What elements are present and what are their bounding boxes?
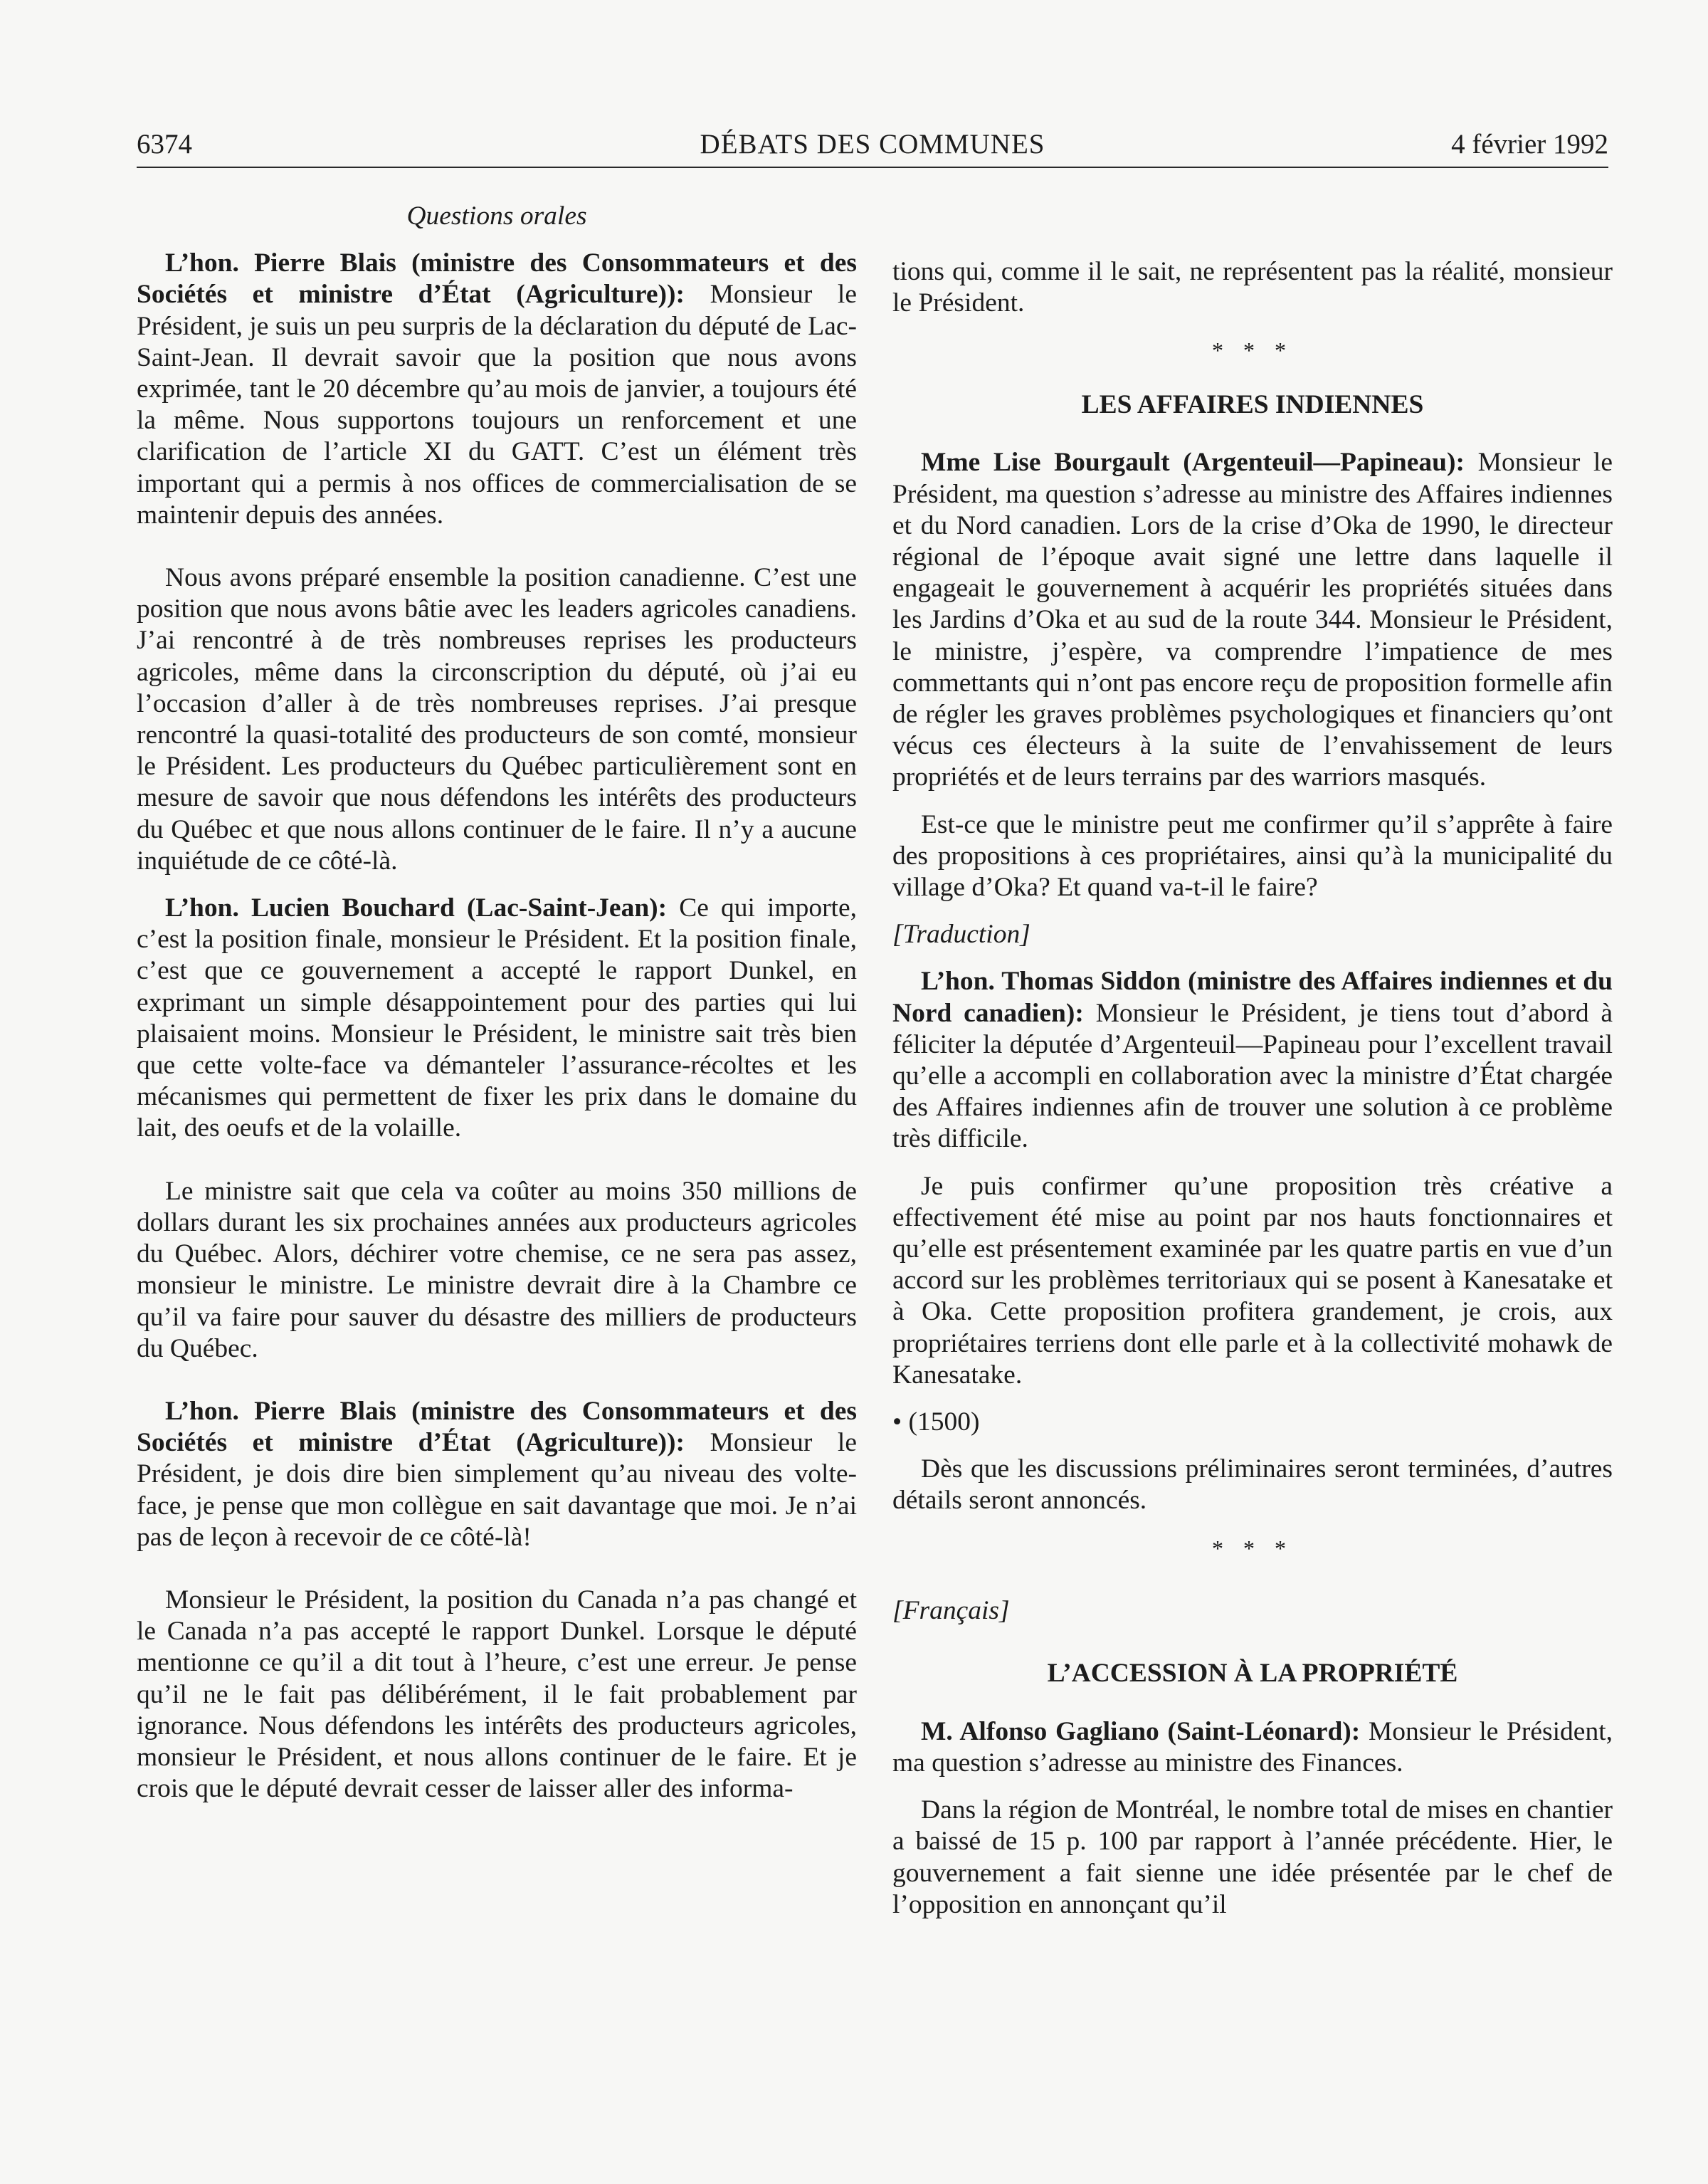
speech-text: Monsieur le Président, je suis un peu surpris de la déclaration du député de Lac-Saint-Jean. Il devrait savoir que la position que nous avons exprimée, tant le 20 décembre qu’au mois de janvier, a toujours été la même. Nous supportons toujours un renforcement et une clarification de l’article XI du GATT. C’est un élément très important qui a permis à nos offices de commercialisation de se maintenir depuis des années.: [137, 280, 857, 530]
paragraph-continuation: tions qui, comme il le sait, ne représentent pas la réalité, monsieur le Président.: [892, 257, 1613, 318]
paragraph: [892, 966, 1613, 1155]
section-heading: L’ACCESSION À LA PROPRIÉTÉ: [1047, 1659, 1458, 1689]
paragraph: Je puis confirmer qu’une proposition très créative a effectivement été mise au point par nos hauts fonctionnaires et qu’elle est présentement examinée par les quatre partis en vue d’un accord sur les problèmes territoriaux qui se posent à Kanesatake et à Oka. Cette proposition profitera grandement, je crois, aux propriétaires terriens dont elle parle et à la collectivité mohawk de Kanesatake.: [892, 1171, 1613, 1390]
paragraph: Dès que les discussions préliminaires seront terminées, d’autres détails seront annoncés.: [892, 1454, 1613, 1516]
right-column: [892, 256, 1613, 1921]
section-separator: * * *: [1212, 1535, 1293, 1561]
paragraph: [137, 1396, 857, 1553]
section-label: Questions orales: [406, 201, 587, 231]
speech-text: Monsieur le Président, je tiens tout d’abord à féliciter la députée d’Argenteuil—Papineau pour l’excellent travail qu’elle a accompli en collaboration avec la ministre d’État chargée des Affaires indiennes afin de trouver une solution à ce problème très difficile.: [892, 998, 1613, 1154]
paragraph: Dans la région de Montréal, le nombre total de mises en chantier a baissé de 15 p. 100 par rapport à l’année précédente. Hier, le gouvernement a fait sienne une idée présentée par le chef de l’opposition en annonçant qu’il: [892, 1795, 1613, 1919]
paragraph: [137, 893, 857, 1145]
paragraph: Nous avons préparé ensemble la position canadienne. C’est une position que nous avons bâtie avec les leaders agricoles canadiens. J’ai rencontré à de très nombreuses reprises les producteurs agricoles, même dans la circonscription du député, où j’ai eu l’occasion d’aller à de très nombreuses reprises. J’ai presque rencontré la quasi-totalité des producteurs de son comté, monsieur le Président. Les producteurs du Québec particulièrement sont en mesure de savoir que nous défendons les intérêts des producteurs du Québec et que nous allons continuer de le faire. Il n’y a aucune inquiétude de ce côté-là.: [137, 563, 857, 876]
paragraph: Est-ce que le ministre peut me confirmer qu’il s’apprête à faire des propositions à ces propriétaires, ainsi qu’à la municipalité du village d’Oka? Et quand va-t-il le faire?: [892, 809, 1613, 902]
paragraph: Monsieur le Président, la position du Canada n’a pas changé et le Canada n’a pas accepté le rapport Dunkel. Lorsque le député mentionne ce qu’il a dit tout à l’heure, c’est une erreur. Je pense qu’il ne le fait pas délibérément, il le fait probablement par ignorance. Nous défendons les intérêts des producteurs agricoles, monsieur le Président, et nous allons continuer de le faire. Et je crois que le député devrait cesser de laisser aller des informa-: [137, 1585, 857, 1804]
speaker-name: Mme Lise Bourgault (Argenteuil—Papineau):: [921, 448, 1465, 478]
paragraph: [892, 1716, 1613, 1779]
speech-text: Monsieur le Président, ma question s’adresse au ministre des Finances.: [892, 1716, 1613, 1778]
language-tag: [Français]: [892, 1595, 1010, 1625]
section-separator: * * *: [1212, 337, 1293, 364]
paragraph: [137, 248, 857, 531]
left-column: [137, 201, 857, 1805]
paragraph: [892, 447, 1613, 793]
time-marker: • (1500): [892, 1407, 980, 1437]
paragraph: Le ministre sait que cela va coûter au moins 350 millions de dollars durant les six prochaines années aux producteurs agricoles du Québec. Alors, déchirer votre chemise, ce ne sera pas assez, monsieur le ministre. Le ministre devrait dire à la Chambre ce qu’il va faire pour sauver du désastre des milliers de producteurs du Québec.: [137, 1176, 857, 1363]
speaker-name: L’hon. Thomas Siddon (ministre des Affaires indiennes et du Nord canadien):: [892, 967, 1613, 1028]
page-number: 6374: [137, 129, 192, 159]
publication-title: DÉBATS DES COMMUNES: [700, 129, 1045, 159]
speaker-name: L’hon. Pierre Blais (ministre des Consommateurs et des Sociétés et ministre d’État (Agriculture)):: [137, 248, 857, 310]
translation-tag: [Traduction]: [892, 920, 1030, 950]
speech-text: Monsieur le Président, je dois dire bien simplement qu’au niveau des volte-face, je pense que mon collègue en sait davantage que moi. Je n’ai pas de leçon à recevoir de ce côté-là!: [137, 1428, 857, 1552]
speaker-name: L’hon. Lucien Bouchard (Lac-Saint-Jean):: [165, 893, 668, 923]
section-heading: LES AFFAIRES INDIENNES: [1081, 389, 1424, 419]
speaker-name: M. Alfonso Gagliano (Saint-Léonard):: [921, 1716, 1361, 1746]
speech-text: Monsieur le Président, ma question s’adresse au ministre des Affaires indiennes et du Nord canadien. Lors de la crise d’Oka de 1990, le directeur régional de l’époque avait signé une lettre dans laquelle il engageait le gouvernement à acquérir les propriétés situées dans les Jardins d’Oka et au sud de la route 344. Monsieur le Président, le ministre, j’espère, va comprendre l’impatience de mes commettants qui n’ont pas encore reçu de proposition formelle afin de régler les graves problèmes psychologiques et financiers qu’ont vécus ces électeurs à la suite de l’envahissement de leurs propriétés et de leurs terrains par des warriors masqués.: [892, 448, 1613, 792]
page-header: [137, 125, 1608, 168]
speaker-name: L’hon. Pierre Blais (ministre des Consommateurs et des Sociétés et ministre d’État (Agriculture)):: [137, 1396, 857, 1458]
speech-text: Ce qui importe, c’est la position finale, monsieur le Président. Et la position finale, c’est que ce gouvernement a accepté le rapport Dunkel, en exprimant un simple désappointement pour des parties qui lui plaisaient moins. Monsieur le Président, le ministre sait très bien que cette volte-face va démanteler l’assurance-récoltes et les mécanismes qui permettent de fixer les prix dans le domaine du lait, des oeufs et de la volaille.: [137, 893, 857, 1143]
page-date: 4 février 1992: [1451, 129, 1608, 159]
